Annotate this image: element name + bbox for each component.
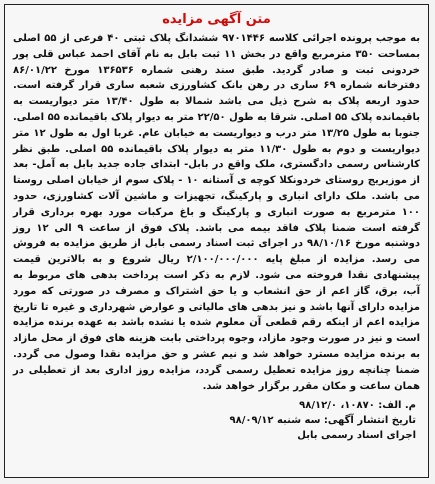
reference-number: م. الف: ۱۰۸۷۰، ۹۸/۱۲/۰	[299, 400, 416, 412]
notice-frame	[4, 4, 429, 478]
notice-body: به موجب پرونده اجرائی کلاسه ۹۷۰۱۴۴۶ ششدانگ پلاک ثبتی ۴۰ فرعی از ۵۵ اصلی بمساحت ۳۵۰ مترمربع واقع در بخش ۱۱ ثبت بابل به نام آقای احمد عباس قلی پور خردونی ثبت و صادر گردید. طبق سند رهنی شماره ۱۳۶۵۳۶ مورخ ۸۶/۰۱/۲۲ دفترخانه شماره ۶۹ ساری در رهن بانک کشاورزی شعبه ساری قرار گرفته است. حدود اربعه پلاک به شرح ذیل می باشد شمالا به طول ۱۳/۴۰ متر دیواریست به باقیمانده پلاک ۵۵ اصلی. شرقا به طول ۲۲/۵۰ متر به دیوار پلاک باقیمانده ۵۵ اصلی. جنوبا به طول ۱۳/۲۵ متر درب و دیواریست به خیابان عام. غربا اول به طول ۱۲ متر دیواریست و دوم به طول ۱۱/۳۰ متر به دیوار پلاک باقیمانده ۵۵ اصلی. طبق نظر کارشناس رسمی دادگستری، ملک واقع در بابل- ابتدای جاده جدید بابل به آمل- بعد از موزیریج روستای خردونکلا کوچه ی آستانه ۱۰ - پلاک سوم از خیابان اصلی روستا می باشد. ملک دارای انباری و پارکینگ، تجهیزات و ماشین آلات کشاورزی، حدود ۱۰۰ مترمربع به صورت انباری و پارکینگ و باغ مرکبات مورد بهره برداری قرار گرفته است ضمنا پلاک فاقد بیمه می باشد. پلاک فوق از ساعت ۹ الی ۱۲ روز دوشنبه مورخ ۹۸/۱۰/۱۶ در اجرای ثبت اسناد رسمی بابل از طریق مزایده به فروش می رسد. مزایده از مبلغ پایه ۲/۱۰۰/۰۰۰/۰۰۰ ریال شروع و به بالاترین قیمت پیشنهادی نقدا فروخته می شود. لازم به ذکر است پرداخت بدهی های مربوط به آب، برق، گاز اعم از حق انشعاب و یا حق اشتراک و مصرف در صورتی که مورد مزایده دارای آنها باشد و نیز بدهی های مالیاتی و عوارض شهرداری و غیره تا تاریخ مزایده اعم از اینکه رقم قطعی آن معلوم شده یا نشده باشد به عهده برنده مزایده است و نیز در صورت وجود مازاد، وجوه پرداختی بابت هزینه های فوق از محل مازاد به برنده مزایده مسترد خواهد شد و نیم عشر و حق مزایده نقدا وصول می گردد. ضمنا چنانچه روز مزایده تعطیل رسمی گردد، مزایده روز اداری بعد از تعطیلی در همان ساعت و مکان مقرر برگزار خواهد شد.	[13, 33, 421, 392]
publication-date: تاریخ انتشار آگهی: سه شنبه ۹۸/۰۹/۱۲	[229, 415, 416, 427]
notice-footer	[5, 394, 428, 443]
issuer-name: اجرای اسناد رسمی بابل	[297, 430, 416, 442]
notice-title: متن آگهی مزایده	[162, 12, 271, 27]
